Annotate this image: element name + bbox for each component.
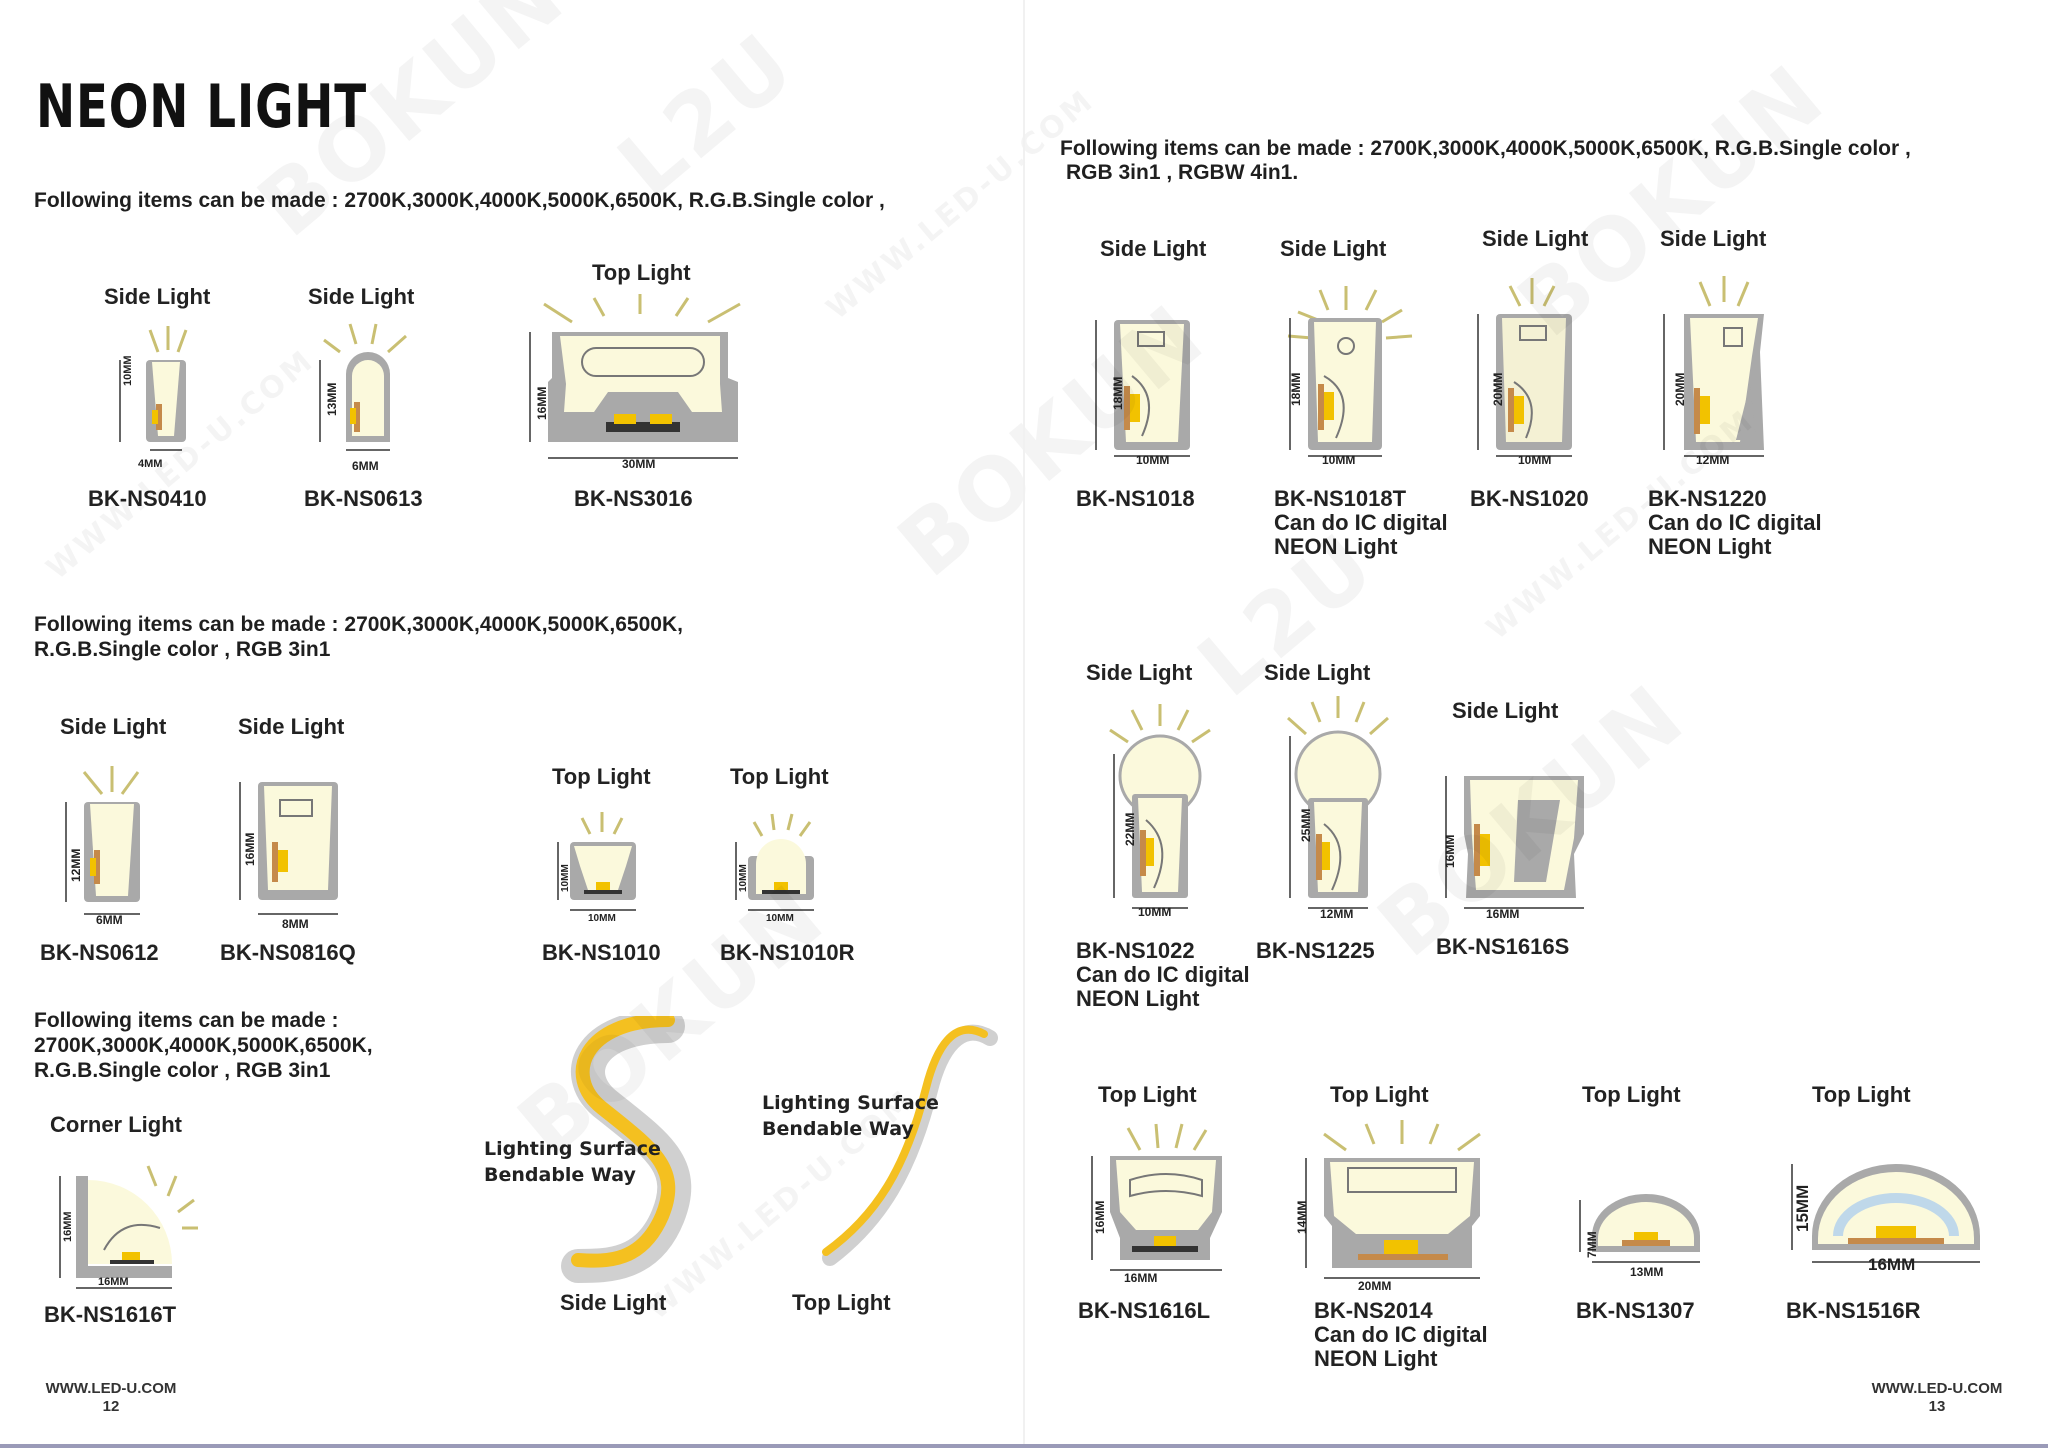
ns1616s-width: 16MM <box>1486 907 1520 921</box>
ns2014-light-type: Top Light <box>1330 1082 1429 1107</box>
ns0612-light-type: Side Light <box>60 714 167 739</box>
ns1225-height: 25MM <box>1299 808 1313 842</box>
ns2014-feature: Can do IC digital <box>1314 1322 1488 1347</box>
ns1225-width: 12MM <box>1320 907 1354 921</box>
ns0410-profile-diagram <box>110 322 210 470</box>
right-page <box>1024 0 2048 1448</box>
ns3016-height: 16MM <box>535 386 549 420</box>
ns1220-height: 20MM <box>1673 372 1687 406</box>
right-page-number: 13 <box>1928 1398 1946 1415</box>
ns1225-profile-diagram <box>1260 696 1410 926</box>
ns1010r-width: 10MM <box>766 913 794 924</box>
left-footer <box>36 1380 186 1416</box>
ns1616t-height: 16MM <box>62 1211 74 1242</box>
right-footer <box>1862 1380 2012 1416</box>
note-group-1: Following items can be made : 2700K,3000K,4000K,5000K,6500K, R.G.B.Single color , <box>34 189 885 212</box>
left-footer-url: WWW.LED-U.COM <box>45 1380 177 1397</box>
left-page-number: 12 <box>102 1398 120 1415</box>
ns0612-code: BK-NS0612 <box>40 940 159 965</box>
ns1010-light-type: Top Light <box>552 764 651 789</box>
note-group-2-line1: Following items can be made : 2700K,3000K,4000K,5000K,6500K, <box>34 613 683 636</box>
ns1022-code: BK-NS1022 <box>1076 938 1195 963</box>
page-divider <box>1023 0 1025 1448</box>
ns0613-code: BK-NS0613 <box>304 486 423 511</box>
ns0410-width: 4MM <box>138 458 163 470</box>
top-bend-caption-line2: Bendable Way <box>762 1118 914 1140</box>
ns1010r-height: 10MM <box>738 864 749 892</box>
ns0816q-height: 16MM <box>243 832 257 866</box>
side-bend-caption-line1: Lighting Surface <box>484 1138 661 1160</box>
ns0612-profile-diagram <box>58 764 158 924</box>
page-title: NEON LIGHT <box>36 72 367 142</box>
side-bend-caption-line2: Bendable Way <box>484 1164 636 1186</box>
ns1022-feature-2: NEON Light <box>1076 986 1200 1011</box>
ns1616l-code: BK-NS1616L <box>1078 1298 1211 1323</box>
ns0816q-code: BK-NS0816Q <box>220 940 356 965</box>
ns1020-width: 10MM <box>1518 453 1552 467</box>
ns2014-width: 20MM <box>1358 1279 1392 1293</box>
ns3016-code: BK-NS3016 <box>574 486 693 511</box>
ns1225-code: BK-NS1225 <box>1256 938 1375 963</box>
ns1010-width: 10MM <box>588 913 616 924</box>
ns1010r-light-type: Top Light <box>730 764 829 789</box>
ns1225-light-type: Side Light <box>1264 660 1371 685</box>
ns0410-height: 10MM <box>122 355 134 386</box>
right-footer-url: WWW.LED-U.COM <box>1871 1380 2003 1397</box>
ns1018t-feature: Can do IC digital <box>1274 510 1448 535</box>
ns0410-code: BK-NS0410 <box>88 486 207 511</box>
ns1616l-light-type: Top Light <box>1098 1082 1197 1107</box>
ns1307-width: 13MM <box>1630 1265 1664 1279</box>
ns1616t-width: 16MM <box>98 1276 129 1288</box>
side-bend-label: Side Light <box>560 1290 667 1315</box>
ns1022-width: 10MM <box>1138 905 1172 919</box>
bottom-edge <box>0 1444 2048 1448</box>
ns2014-profile-diagram <box>1288 1116 1508 1296</box>
ns1018t-feature-2: NEON Light <box>1274 534 1398 559</box>
ns3016-width: 30MM <box>622 457 656 471</box>
ns3016-light-type: Top Light <box>592 260 691 285</box>
note-group-3-line3: R.G.B.Single color , RGB 3in1 <box>34 1059 331 1082</box>
note-group-4-line2: RGB 3in1 , RGBW 4in1. <box>1066 161 1299 184</box>
note-group-3-line2: 2700K,3000K,4000K,5000K,6500K, <box>34 1034 373 1057</box>
ns2014-feature-2: NEON Light <box>1314 1346 1438 1371</box>
ns0816q-light-type: Side Light <box>238 714 345 739</box>
ns1020-light-type: Side Light <box>1482 226 1589 251</box>
ns1022-profile-diagram <box>1084 704 1234 924</box>
ns3016-profile-diagram <box>522 292 762 472</box>
ns1307-height: 7MM <box>1585 1231 1599 1258</box>
ns0613-height: 13MM <box>325 382 339 416</box>
ns1616l-height: 16MM <box>1093 1200 1107 1234</box>
top-bend-label: Top Light <box>792 1290 891 1315</box>
ns1020-code: BK-NS1020 <box>1470 486 1589 511</box>
ns1018-width: 10MM <box>1136 453 1170 467</box>
ns0612-height: 12MM <box>69 848 83 882</box>
ns1220-code: BK-NS1220 <box>1648 486 1767 511</box>
ns1307-code: BK-NS1307 <box>1576 1298 1695 1323</box>
ns2014-height: 14MM <box>1295 1200 1309 1234</box>
note-group-4-line1: Following items can be made : 2700K,3000K,4000K,5000K,6500K, R.G.B.Single color , <box>1060 137 1911 160</box>
top-bend-caption-line1: Lighting Surface <box>762 1092 939 1114</box>
ns1516r-width: 16MM <box>1868 1255 1916 1274</box>
note-group-2-line2: R.G.B.Single color , RGB 3in1 <box>34 638 331 661</box>
ns1616s-light-type: Side Light <box>1452 698 1559 723</box>
ns1616t-code: BK-NS1616T <box>44 1302 177 1327</box>
ns0816q-width: 8MM <box>282 917 309 931</box>
ns1516r-light-type: Top Light <box>1812 1082 1911 1107</box>
ns1022-height: 22MM <box>1123 812 1137 846</box>
ns1022-light-type: Side Light <box>1086 660 1193 685</box>
ns1010-code: BK-NS1010 <box>542 940 661 965</box>
ns1022-feature: Can do IC digital <box>1076 962 1250 987</box>
ns2014-code: BK-NS2014 <box>1314 1298 1433 1323</box>
ns1018t-light-type: Side Light <box>1280 236 1387 261</box>
ns1018-code: BK-NS1018 <box>1076 486 1195 511</box>
top-bend-strip-illustration <box>790 1020 1010 1270</box>
ns1516r-height: 15MM <box>1793 1184 1812 1232</box>
ns1220-light-type: Side Light <box>1660 226 1767 251</box>
ns1010-height: 10MM <box>560 864 571 892</box>
ns1018t-height: 18MM <box>1289 372 1303 406</box>
ns0613-light-type: Side Light <box>308 284 415 309</box>
ns1307-light-type: Top Light <box>1582 1082 1681 1107</box>
ns0613-width: 6MM <box>352 459 379 473</box>
ns1220-width: 12MM <box>1696 453 1730 467</box>
ns0612-width: 6MM <box>96 913 123 927</box>
ns1616s-height: 16MM <box>1443 834 1457 868</box>
ns0410-light-type: Side Light <box>104 284 211 309</box>
ns1018-height: 18MM <box>1111 376 1125 410</box>
note-group-3-line1: Following items can be made : <box>34 1009 339 1032</box>
ns1616l-width: 16MM <box>1124 1271 1158 1285</box>
ns1018t-code: BK-NS1018T <box>1274 486 1407 511</box>
ns1616t-light-type: Corner Light <box>50 1112 182 1137</box>
ns1018-light-type: Side Light <box>1100 236 1207 261</box>
ns1220-feature: Can do IC digital <box>1648 510 1822 535</box>
ns1010r-code: BK-NS1010R <box>720 940 855 965</box>
ns1616s-code: BK-NS1616S <box>1436 934 1570 959</box>
ns1018t-width: 10MM <box>1322 453 1356 467</box>
ns1220-feature-2: NEON Light <box>1648 534 1772 559</box>
ns1516r-code: BK-NS1516R <box>1786 1298 1921 1323</box>
ns1020-height: 20MM <box>1491 372 1505 406</box>
